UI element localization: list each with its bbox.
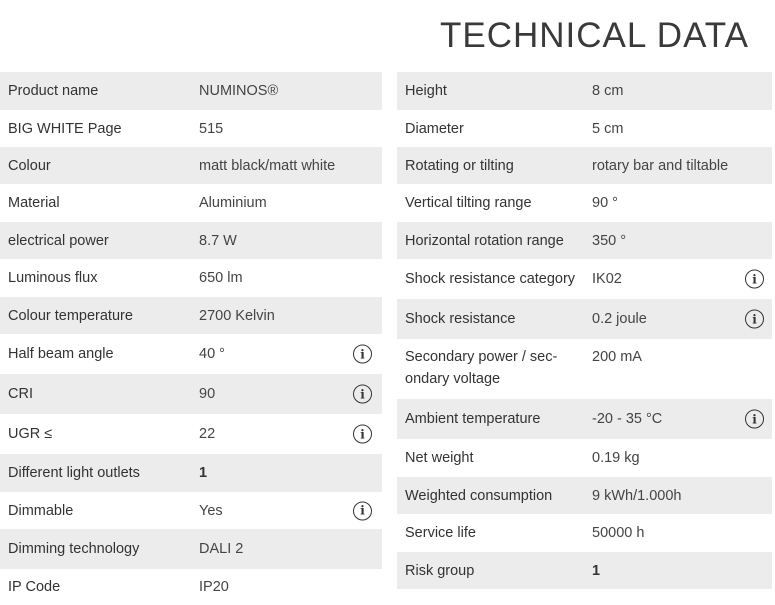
table-row — [0, 569, 382, 605]
table-row — [397, 477, 772, 514]
row-value: 22 — [199, 426, 216, 442]
row-label: Height — [405, 83, 447, 99]
info-icon[interactable]: i — [353, 501, 372, 520]
info-icon[interactable]: i — [745, 270, 764, 289]
spec-table-right — [397, 72, 772, 589]
row-label: Colour temperature — [8, 307, 133, 324]
table-row — [0, 334, 382, 374]
row-label-line: ondary voltage — [405, 371, 501, 387]
row-value: 8.7 W — [199, 232, 237, 249]
table-row — [397, 552, 772, 589]
row-value: Aluminium — [199, 195, 267, 211]
row-value: IK02 — [592, 271, 622, 287]
row-label: BIG WHITE Page — [8, 120, 122, 137]
row-label-line: Secondary power / sec- — [405, 349, 558, 365]
table-row — [397, 439, 772, 477]
row-label: Risk group — [405, 562, 475, 579]
table-row — [397, 184, 772, 222]
table-row — [0, 414, 382, 454]
row-label: Ambient temperature — [405, 411, 541, 427]
row-value: 0.19 kg — [592, 450, 640, 466]
row-label: Weighted consumption — [405, 487, 553, 504]
row-label: IP Code — [8, 579, 61, 595]
table-row — [397, 110, 772, 147]
row-value: 90 ° — [592, 195, 618, 211]
spec-table-left — [0, 72, 382, 605]
table-row — [0, 72, 382, 110]
row-value: 1 — [199, 465, 208, 481]
row-value: NUMINOS® — [199, 83, 279, 99]
table-row — [397, 299, 772, 339]
row-label: Vertical tilting range — [405, 195, 532, 211]
row-label: Horizontal rotation range — [405, 232, 564, 249]
table-row — [0, 184, 382, 222]
info-icon[interactable]: i — [353, 385, 372, 404]
row-label: Dimmable — [8, 502, 74, 519]
row-value: rotary bar and tiltable — [592, 157, 729, 174]
row-value: 2700 Kelvin — [199, 307, 275, 324]
table-row — [0, 529, 382, 569]
row-value: 350 ° — [592, 232, 627, 249]
table-row — [0, 110, 382, 147]
info-icon[interactable]: i — [745, 410, 764, 429]
row-label: Shock resistance category — [405, 271, 576, 287]
table-row — [397, 259, 772, 299]
row-label: Dimming technology — [8, 541, 140, 557]
row-label: Luminous flux — [8, 270, 98, 286]
row-value: 650 lm — [199, 270, 243, 286]
row-label: Different light outlets — [8, 465, 140, 481]
row-label: Product name — [8, 83, 99, 99]
row-label: Shock resistance — [405, 311, 516, 327]
row-value: 40 ° — [199, 346, 225, 362]
page-title: TECHNICAL DATA — [440, 16, 749, 55]
row-label: UGR ≤ — [8, 426, 53, 442]
table-row — [397, 147, 772, 184]
row-value: -20 - 35 °C — [592, 411, 663, 427]
row-value: 9 kWh/1.000h — [592, 487, 682, 504]
table-row — [0, 297, 382, 334]
row-value: 0.2 joule — [592, 311, 647, 327]
row-label: CRI — [8, 386, 33, 402]
row-value: 50000 h — [592, 525, 645, 541]
info-icon[interactable]: i — [353, 425, 372, 444]
table-row — [0, 147, 382, 184]
row-value: matt black/matt white — [199, 157, 336, 174]
row-value: 5 cm — [592, 120, 624, 137]
row-label: Net weight — [405, 450, 474, 466]
row-value: 90 — [199, 386, 216, 402]
row-value: 200 mA — [592, 349, 642, 365]
row-value: 515 — [199, 120, 224, 137]
table-row — [0, 222, 382, 259]
table-row — [397, 514, 772, 552]
row-label: Diameter — [405, 120, 464, 137]
table-row — [0, 259, 382, 297]
row-label: Rotating or tilting — [405, 157, 514, 174]
row-label: Service life — [405, 525, 476, 541]
table-row — [397, 72, 772, 110]
info-icon[interactable]: i — [353, 345, 372, 364]
row-value: DALI 2 — [199, 541, 244, 557]
table-row — [397, 399, 772, 439]
row-label: Colour — [8, 157, 51, 174]
table-row — [397, 222, 772, 259]
row-value: 8 cm — [592, 83, 624, 99]
row-label — [397, 346, 592, 390]
row-value: IP20 — [199, 579, 229, 595]
info-icon[interactable]: i — [745, 310, 764, 329]
row-label: Material — [8, 195, 60, 211]
row-value: Yes — [199, 502, 223, 519]
row-label: Half beam angle — [8, 346, 114, 362]
table-row — [0, 454, 382, 492]
row-value: 1 — [592, 562, 601, 579]
table-row — [397, 339, 772, 399]
table-row — [0, 374, 382, 414]
table-row — [0, 492, 382, 529]
row-label: electrical power — [8, 232, 109, 249]
